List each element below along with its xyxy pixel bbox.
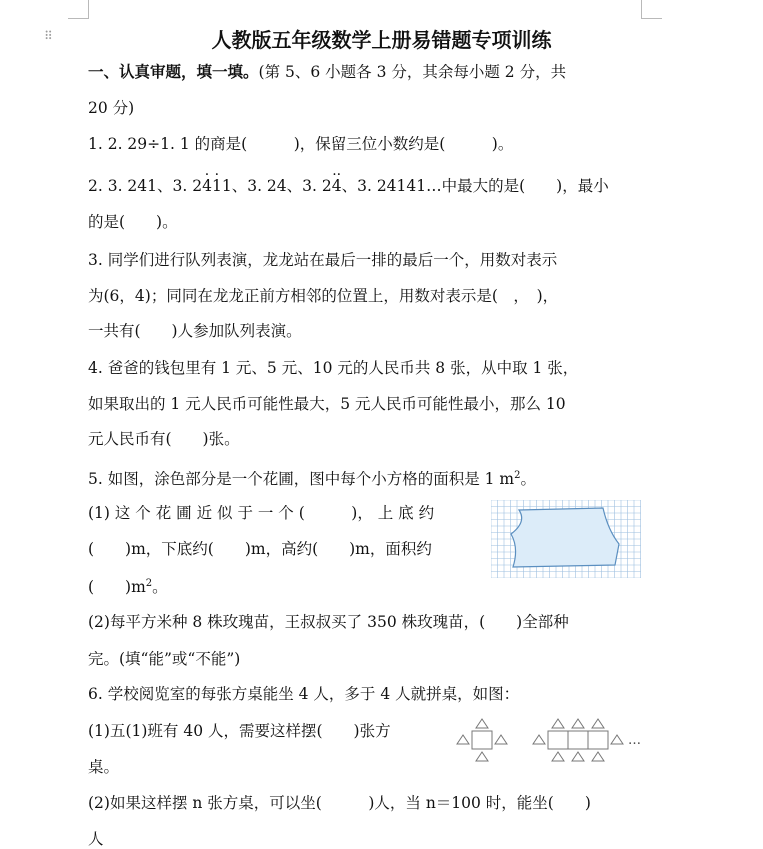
table-arrangement-figure <box>456 716 646 766</box>
section1-note-cont: 20 分) <box>88 99 135 117</box>
seat-triangle <box>533 735 545 744</box>
question-5-part1-line3 <box>88 574 168 597</box>
question-1: 1. 2. 29÷1. 1 的商是( )，保留三位小数约是( )。 <box>88 135 514 153</box>
question-4-line3: 元人民币有( )张。 <box>88 430 240 448</box>
question-5-part1-line2: ( )m，下底约( )m，高约( )m，面积约 <box>88 540 432 558</box>
joined-table <box>588 731 608 749</box>
section1-note: (第 5、6 小题各 3 分，其余每小题 2 分，共 <box>258 63 567 81</box>
seat-triangle <box>476 752 488 761</box>
q2-recurring-digit-1b: · 1 <box>212 176 222 196</box>
q2-suffix: 、3. 24141…中最大的是( )，最小 <box>341 177 609 195</box>
q5-sup: 2 <box>514 470 521 481</box>
q5-text: 5. 如图，涂色部分是一个花圃，图中每个小方格的面积是 1 m <box>88 470 515 489</box>
q2-prefix: 2. 3. 241、3. 2 <box>88 177 203 195</box>
q5-p1-text: ( )m <box>88 578 146 597</box>
seat-triangle <box>572 719 584 728</box>
garden-shape <box>511 508 619 567</box>
q2-recurring-digit-2: ·· 4 <box>332 176 342 196</box>
seat-triangle <box>592 719 604 728</box>
joined-table <box>548 731 568 749</box>
page-corner-mark-left <box>68 0 89 19</box>
question-4-line1: 4. 爸爸的钱包里有 1 元、5 元、10 元的人民币共 8 张，从中取 1 张， <box>88 359 579 377</box>
question-3-line1: 3. 同学们进行队列表演，龙龙站在最后一排的最后一个，用数对表示 <box>88 251 558 269</box>
question-3-line3: 一共有( )人参加队列表演。 <box>88 322 302 340</box>
question-6-part1-line2: 桌。 <box>88 758 120 776</box>
q5-p1-sup: 2 <box>145 578 153 589</box>
seat-triangle <box>592 752 604 761</box>
question-5-part2-line2: 完。(填“能”或“不能”) <box>88 650 241 668</box>
question-4-line2: 如果取出的 1 元人民币可能性最大，5 元人民币可能性最小，那么 10 <box>88 395 566 413</box>
question-5-part1-line1: (1) 这 个 花 圃 近 似 于 一 个 ( )， 上 底 约 <box>88 504 435 522</box>
q2-recurring-digit-1: · 4 <box>202 176 212 196</box>
page-corner-mark-right <box>641 0 662 19</box>
garden-grid-figure <box>491 500 641 578</box>
figure-ellipsis: … <box>628 733 641 748</box>
seat-triangle <box>552 752 564 761</box>
section1-heading-line <box>88 62 566 82</box>
question-2-line2: 的是( )。 <box>88 213 178 231</box>
seat-triangle <box>611 735 623 744</box>
question-5-part2-line1: (2)每平方米种 8 株玫瑰苗，王叔叔买了 350 株玫瑰苗，( )全部种 <box>88 613 569 631</box>
q2-mid: 1、3. 24、3. 2 <box>221 177 332 195</box>
question-6-line1: 6. 学校阅览室的每张方桌能坐 4 人，多于 4 人就拼桌，如图： <box>88 685 520 703</box>
question-6-part2-line2: 人 <box>88 830 104 848</box>
question-2-line1 <box>88 176 609 196</box>
question-6-part2-line1: (2)如果这样摆 n 张方桌，可以坐( )人，当 n＝100 时，能坐( ) <box>88 794 591 812</box>
question-5-line1 <box>88 466 536 489</box>
q5-p1-end: 。 <box>152 578 168 597</box>
page-title: 人教版五年级数学上册易错题专项训练 <box>211 28 552 52</box>
question-3-line2: 为(6，4)；同同在龙龙正前方相邻的位置上，用数对表示是( ， )， <box>88 287 559 305</box>
seat-triangle <box>476 719 488 728</box>
seat-triangle <box>552 719 564 728</box>
seat-triangle <box>572 752 584 761</box>
q5-end: 。 <box>520 470 537 489</box>
joined-table <box>568 731 588 749</box>
seat-triangle <box>457 735 469 744</box>
single-table <box>472 731 492 749</box>
drag-handle-icon[interactable]: ⠿ <box>44 29 52 43</box>
seat-triangle <box>495 735 507 744</box>
section1-heading: 一、认真审题，填一填。 <box>88 62 259 81</box>
question-6-part1-line1: (1)五(1)班有 40 人，需要这样摆( )张方 <box>88 722 391 740</box>
